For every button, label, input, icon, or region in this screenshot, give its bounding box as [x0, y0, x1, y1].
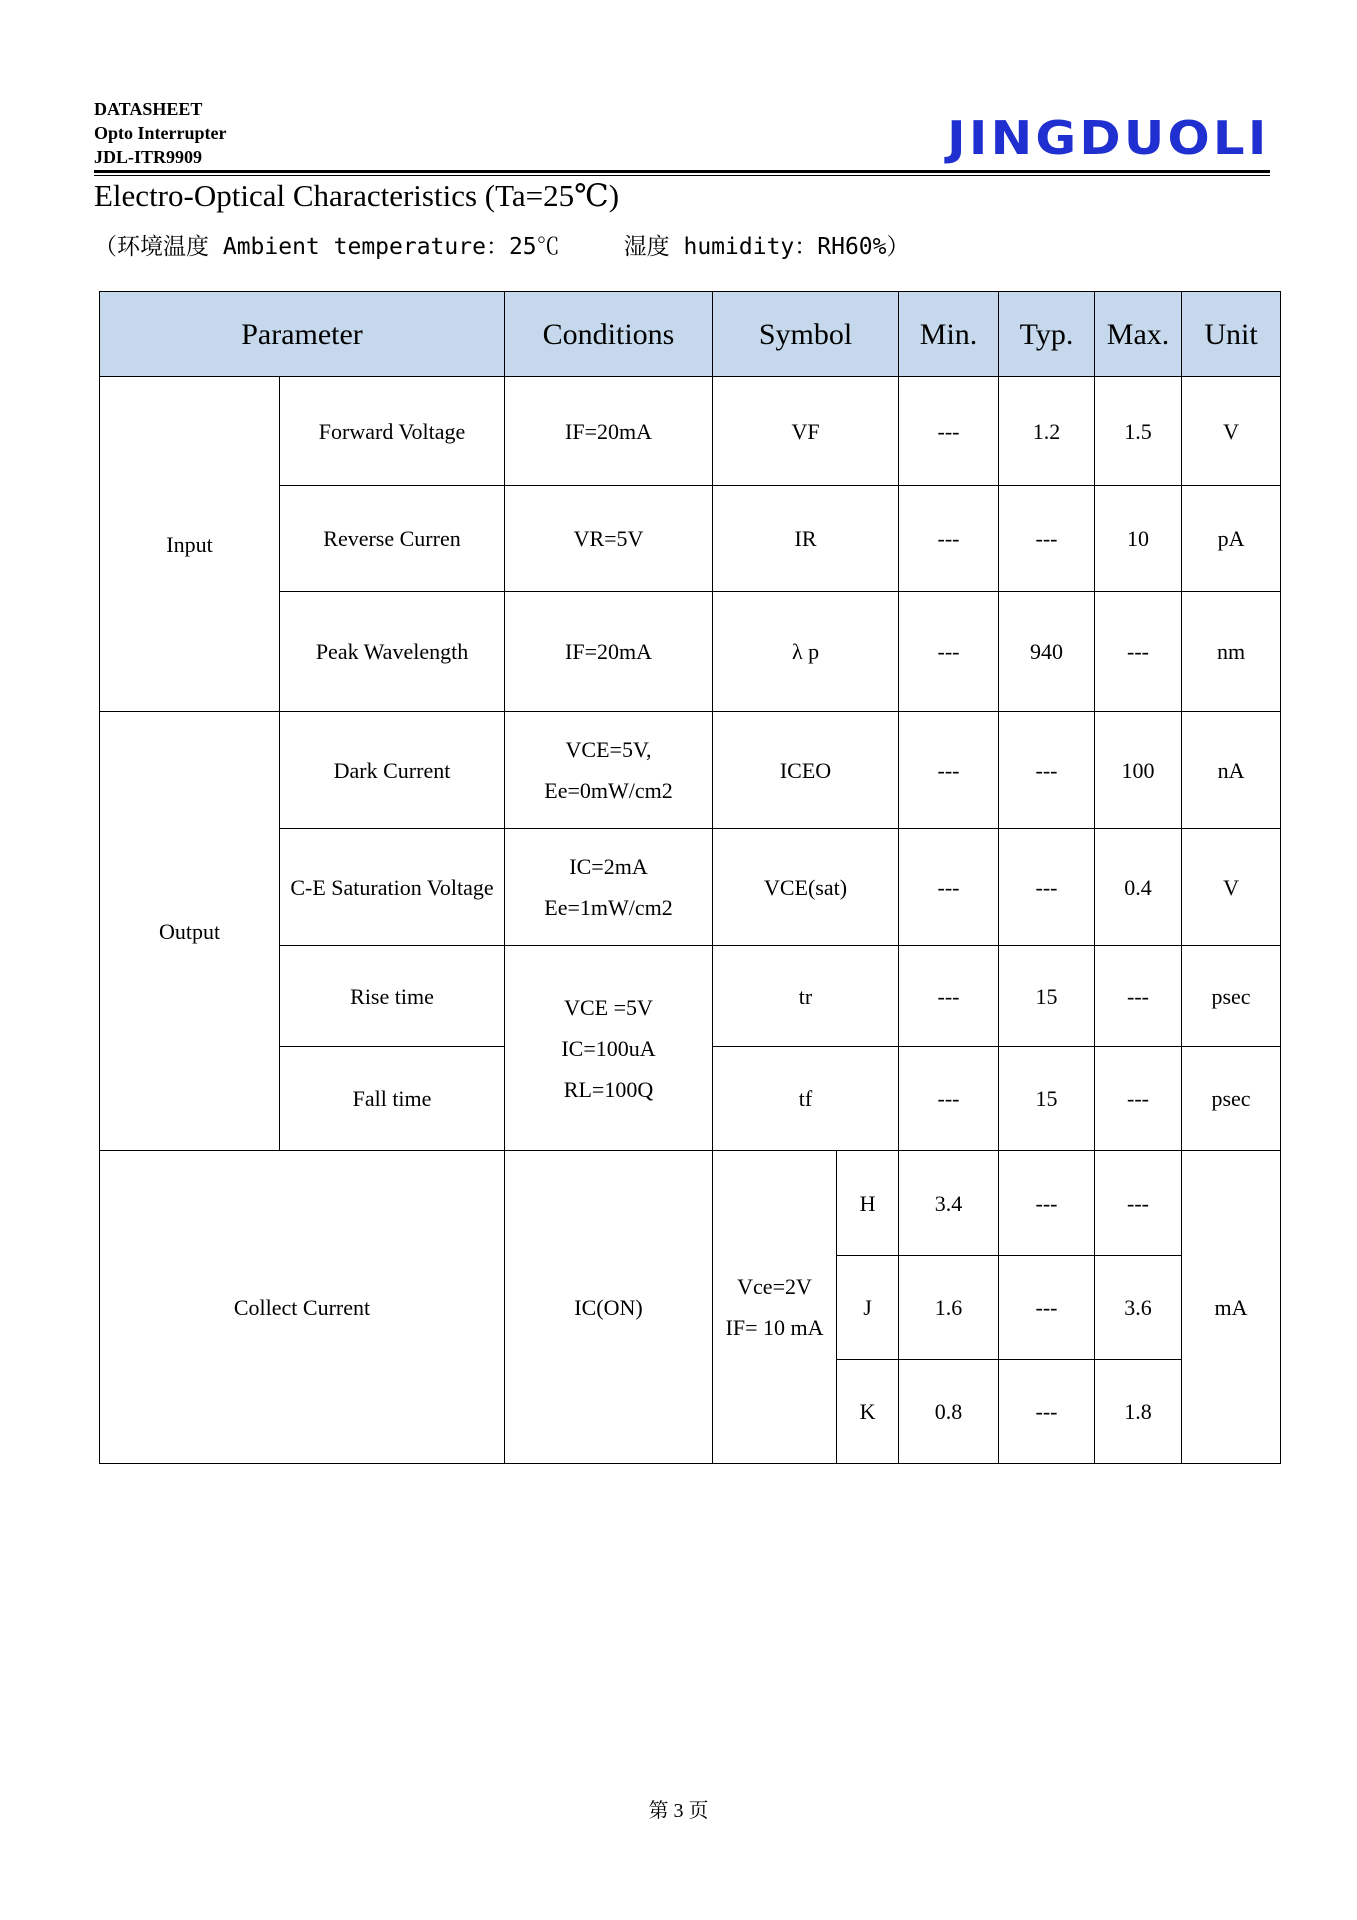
param-name: Reverse Curren [280, 486, 505, 592]
param-name: Peak Wavelength [280, 592, 505, 712]
min-cell: --- [899, 946, 999, 1047]
condition-cell [505, 829, 713, 946]
max-cell: 3.6 [1095, 1256, 1182, 1360]
symbol-cell: IC(ON) [505, 1151, 713, 1464]
header-doc-type: DATASHEET [94, 99, 203, 119]
symbol-cell: tr [713, 946, 899, 1047]
param-name: Forward Voltage [280, 377, 505, 486]
typ-cell: --- [999, 486, 1095, 592]
grade-cell: K [837, 1360, 899, 1464]
max-cell: 0.4 [1095, 829, 1182, 946]
electro-optical-table [99, 291, 1281, 1464]
condition-cell: IF=20mA [505, 377, 713, 486]
symbol-cell: ICEO [713, 712, 899, 829]
min-cell: --- [899, 592, 999, 712]
typ-cell: 15 [999, 1047, 1095, 1151]
symbol-cell: tf [713, 1047, 899, 1151]
min-cell: --- [899, 829, 999, 946]
header-max: Max. [1095, 292, 1182, 377]
page-number: 第 3 页 [648, 1800, 709, 1822]
typ-cell: --- [999, 1256, 1095, 1360]
min-cell: --- [899, 712, 999, 829]
header-symbol: Symbol [713, 292, 899, 377]
unit-cell: psec [1182, 946, 1281, 1047]
param-name: Fall time [280, 1047, 505, 1151]
param-name: C-E Saturation Voltage [280, 829, 505, 946]
min-cell: 3.4 [899, 1151, 999, 1256]
max-cell: 1.8 [1095, 1360, 1182, 1464]
table-header-row [100, 292, 1281, 377]
grade-cell: J [837, 1256, 899, 1360]
table-row [100, 712, 1281, 829]
condition-cell [505, 946, 713, 1151]
unit-cell: mA [1182, 1151, 1281, 1464]
condition-line: VCE =5V [564, 994, 653, 1020]
brand-logo: JINGDUOLI [947, 111, 1270, 165]
table-row [100, 377, 1281, 486]
header-unit: Unit [1182, 292, 1281, 377]
unit-cell: psec [1182, 1047, 1281, 1151]
unit-cell: nA [1182, 712, 1281, 829]
unit-cell: V [1182, 377, 1281, 486]
typ-cell: 940 [999, 592, 1095, 712]
max-cell: --- [1095, 946, 1182, 1047]
condition-line: Vce=2V [737, 1274, 812, 1299]
symbol-cell: VCE(sat) [713, 829, 899, 946]
min-cell: 1.6 [899, 1256, 999, 1360]
condition-line: Ee=1mW/cm2 [544, 895, 673, 920]
typ-cell: 1.2 [999, 377, 1095, 486]
typ-cell: --- [999, 1360, 1095, 1464]
header-typ: Typ. [999, 292, 1095, 377]
condition-line: IC=2mA [569, 854, 648, 879]
min-cell: 0.8 [899, 1360, 999, 1464]
condition-line: IF= 10 mA [725, 1315, 824, 1340]
typ-cell: --- [999, 712, 1095, 829]
unit-cell: V [1182, 829, 1281, 946]
condition-cell [505, 712, 713, 829]
grade-cell: H [837, 1151, 899, 1256]
document-header [94, 97, 1270, 169]
condition-cell [713, 1151, 837, 1464]
symbol-cell: λ p [713, 592, 899, 712]
typ-cell: --- [999, 1151, 1095, 1256]
group-output-label: Output [100, 712, 280, 1151]
condition-line: Ee=0mW/cm2 [544, 778, 673, 803]
section-subtitle [94, 228, 910, 261]
header-min: Min. [899, 292, 999, 377]
header-product-type: Opto Interrupter [94, 123, 227, 143]
param-name: Dark Current [280, 712, 505, 829]
max-cell: 100 [1095, 712, 1182, 829]
header-conditions: Conditions [505, 292, 713, 377]
max-cell: --- [1095, 592, 1182, 712]
min-cell: --- [899, 377, 999, 486]
group-input-label: Input [100, 377, 280, 712]
symbol-cell: VF [713, 377, 899, 486]
condition-line: VCE=5V, [565, 737, 652, 762]
unit-cell: nm [1182, 592, 1281, 712]
condition-cell: VR=5V [505, 486, 713, 592]
max-cell: --- [1095, 1047, 1182, 1151]
symbol-cell: IR [713, 486, 899, 592]
header-part-number: JDL-ITR9909 [94, 147, 203, 167]
section-title: Electro-Optical Characteristics (Ta=25℃) [94, 178, 620, 213]
condition-cell: IF=20mA [505, 592, 713, 712]
max-cell: --- [1095, 1151, 1182, 1256]
param-name: Rise time [280, 946, 505, 1047]
typ-cell: --- [999, 829, 1095, 946]
max-cell: 1.5 [1095, 377, 1182, 486]
ambient-temperature-note: （环境温度 Ambient temperature：25℃ [94, 234, 560, 260]
header-divider [94, 170, 1270, 173]
min-cell: --- [899, 1047, 999, 1151]
typ-cell: 15 [999, 946, 1095, 1047]
condition-line: RL=100Q [563, 1076, 654, 1102]
param-name: Collect Current [100, 1151, 505, 1464]
table-row [100, 1151, 1281, 1256]
max-cell: 10 [1095, 486, 1182, 592]
header-divider-thin [94, 175, 1270, 176]
min-cell: --- [899, 486, 999, 592]
header-parameter: Parameter [100, 292, 505, 377]
condition-line: IC=100uA [561, 1035, 656, 1061]
unit-cell: pA [1182, 486, 1281, 592]
humidity-note: 湿度 humidity：RH60%） [623, 234, 910, 260]
